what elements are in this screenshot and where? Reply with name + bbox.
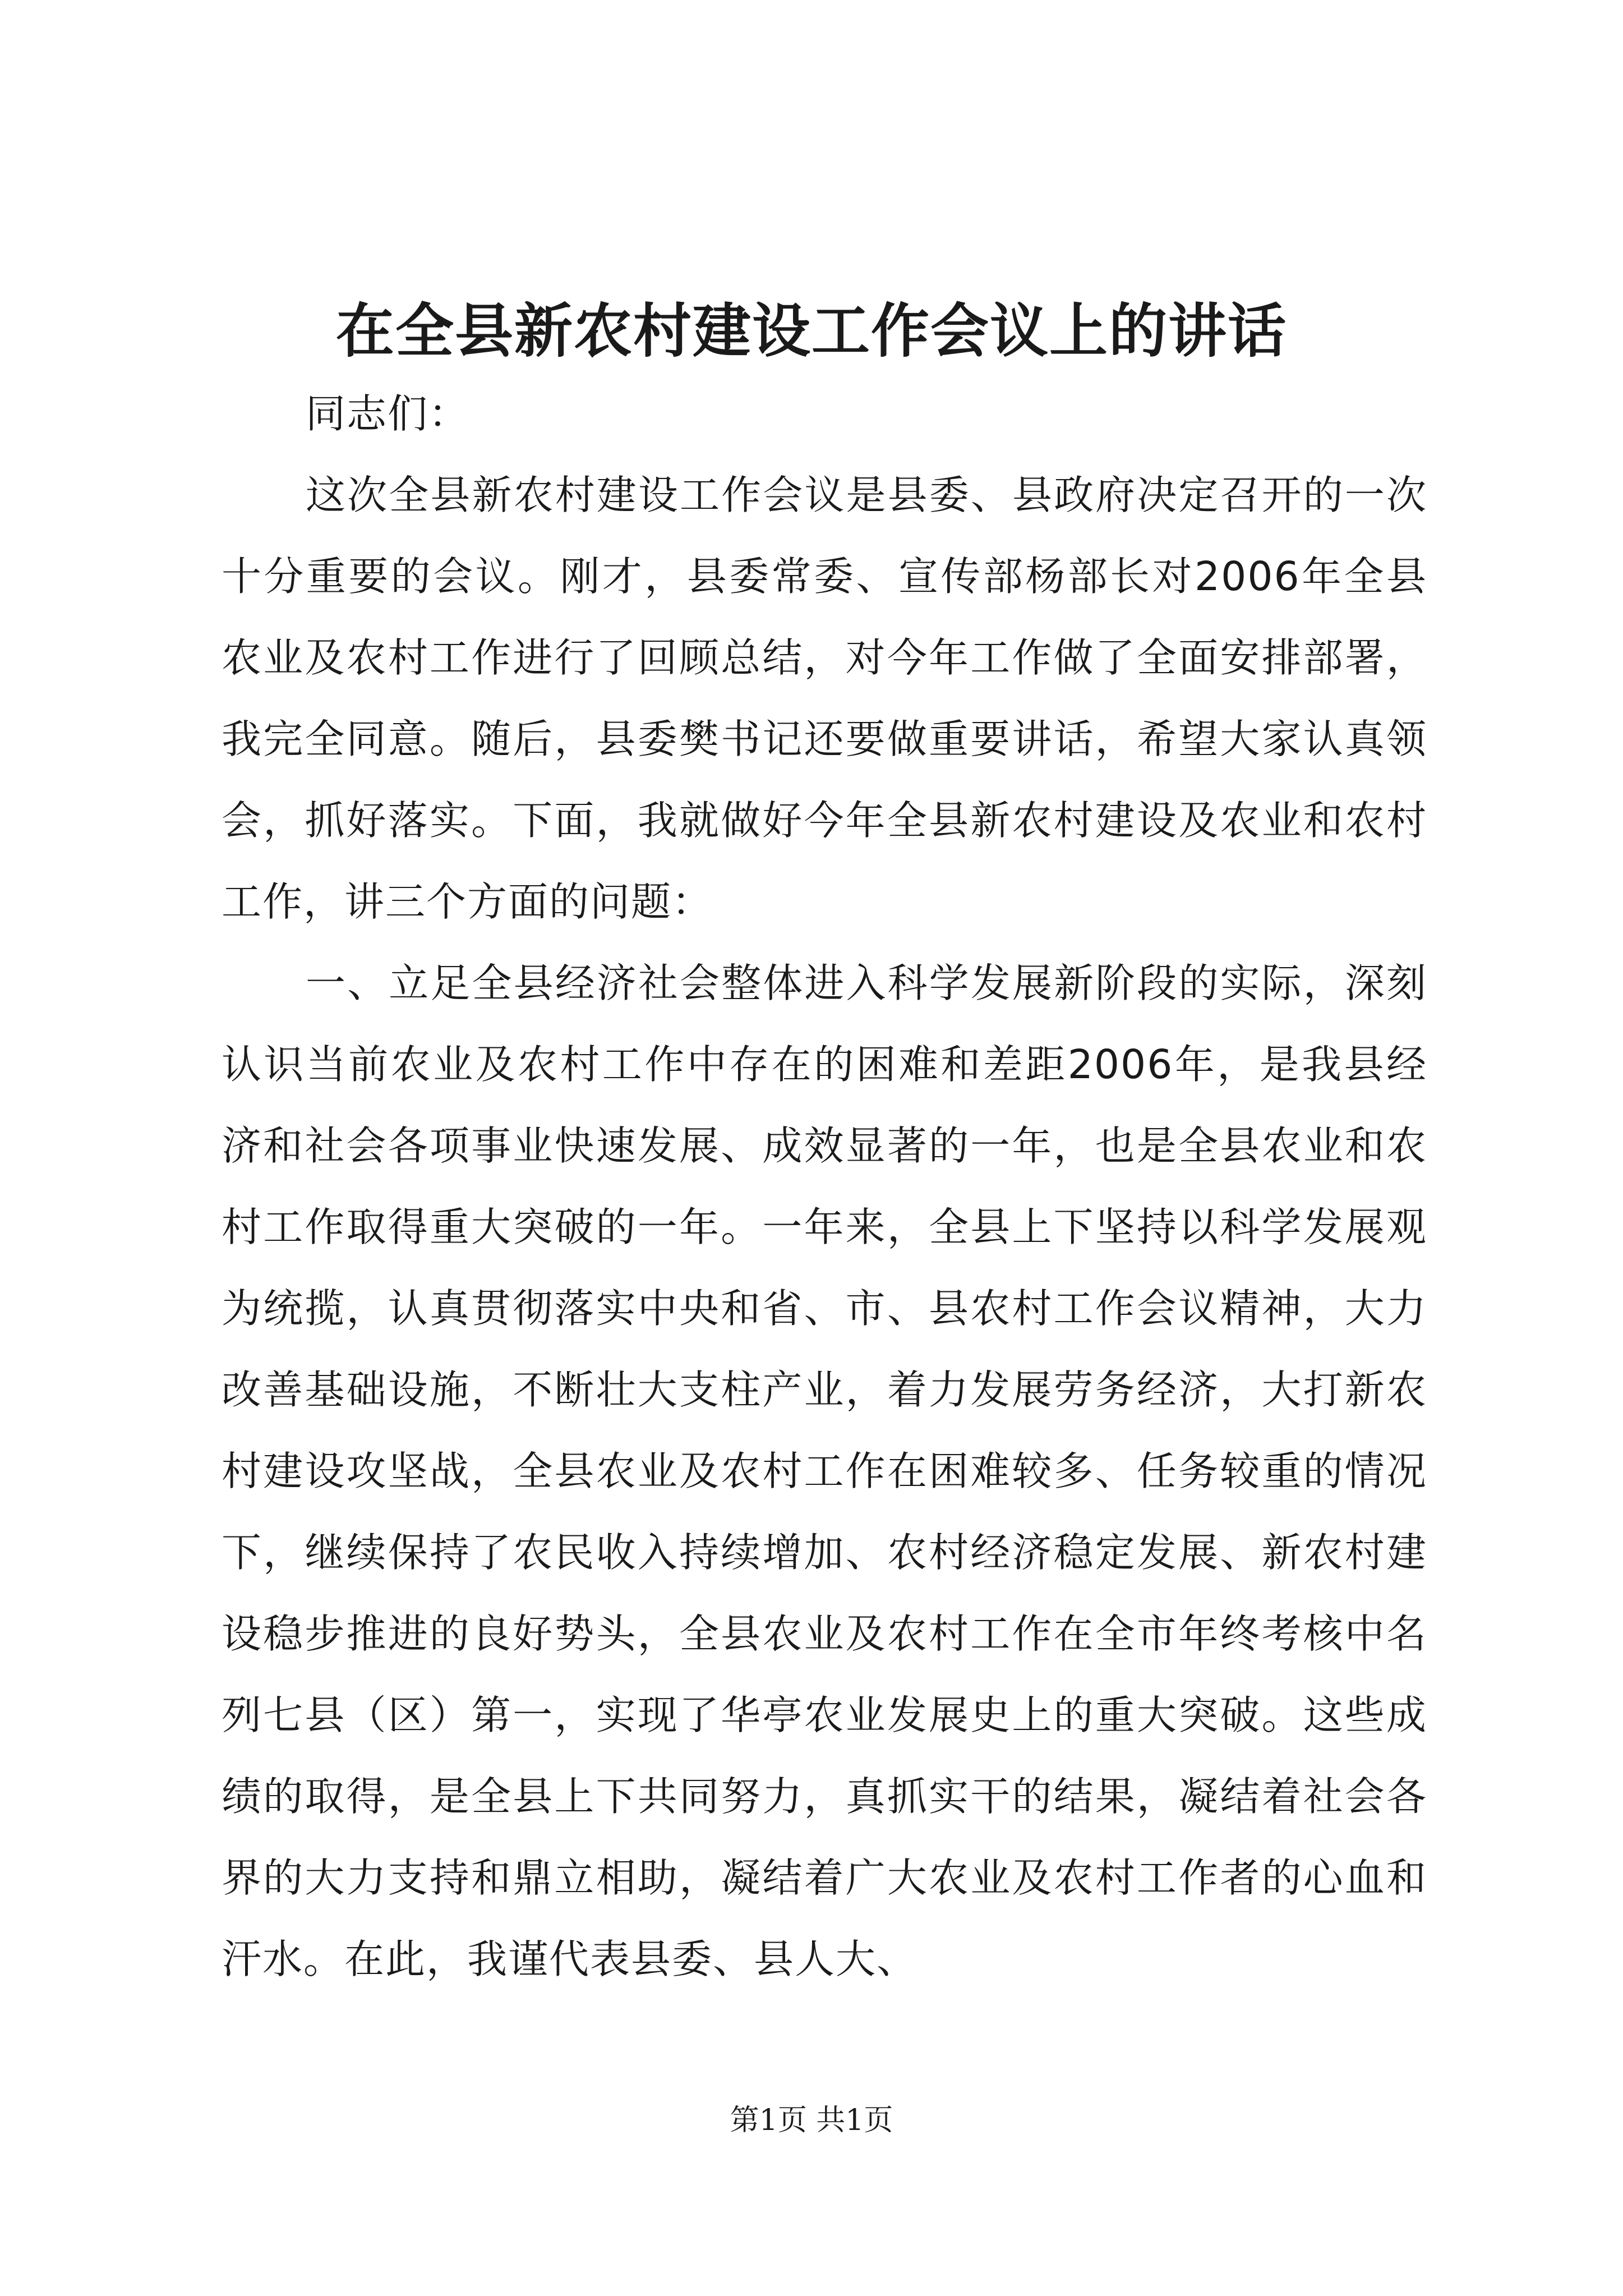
document-title: 在全县新农村建设工作会议上的讲话 [335, 296, 1287, 365]
document-body [222, 373, 1427, 2000]
salutation: 同志们： [306, 390, 470, 437]
paragraph-intro: 这次全县新农村建设工作会议是县委、县政府决定召开的一次十分重要的会议。刚才，县委常委、宣传部杨部长对2006年全县农业及农村工作进行了回顾总结，对今年工作做了全面安排部署，我完全同意。随后，县委樊书记还要做重要讲话，希望大家认真领会，抓好落实。下面，我就做好今年全县新农村建设及农业和农村工作，讲三个方面的问题： [222, 472, 1427, 925]
page-footer: 第1页 共1页 [730, 2104, 893, 2137]
paragraph-section-one: 一、立足全县经济社会整体进入科学发展新阶段的实际，深刻认识当前农业及农村工作中存在的困难和差距2006年，是我县经济和社会各项事业快速发展、成效显著的一年，也是全县农业和农村工作取得重大突破的一年。一年来，全县上下坚持以科学发展观为统揽，认真贯彻落实中央和省、市、县农村工作会议精神，大力改善基础设施，不断壮大支柱产业，着力发展劳务经济，大打新农村建设攻坚战，全县农业及农村工作在困难较多、任务较重的情况下，继续保持了农民收入持续增加、农村经济稳定发展、新农村建设稳步推进的良好势头，全县农业及农村工作在全市年终考核中名列七县（区）第一，实现了华亭农业发展史上的重大突破。这些成绩的取得，是全县上下共同努力，真抓实干的结果，凝结着社会各界的大力支持和鼎立相助，凝结着广大农业及农村工作者的心血和汗水。在此，我谨代表县委、县人大、 [222, 960, 1427, 1982]
